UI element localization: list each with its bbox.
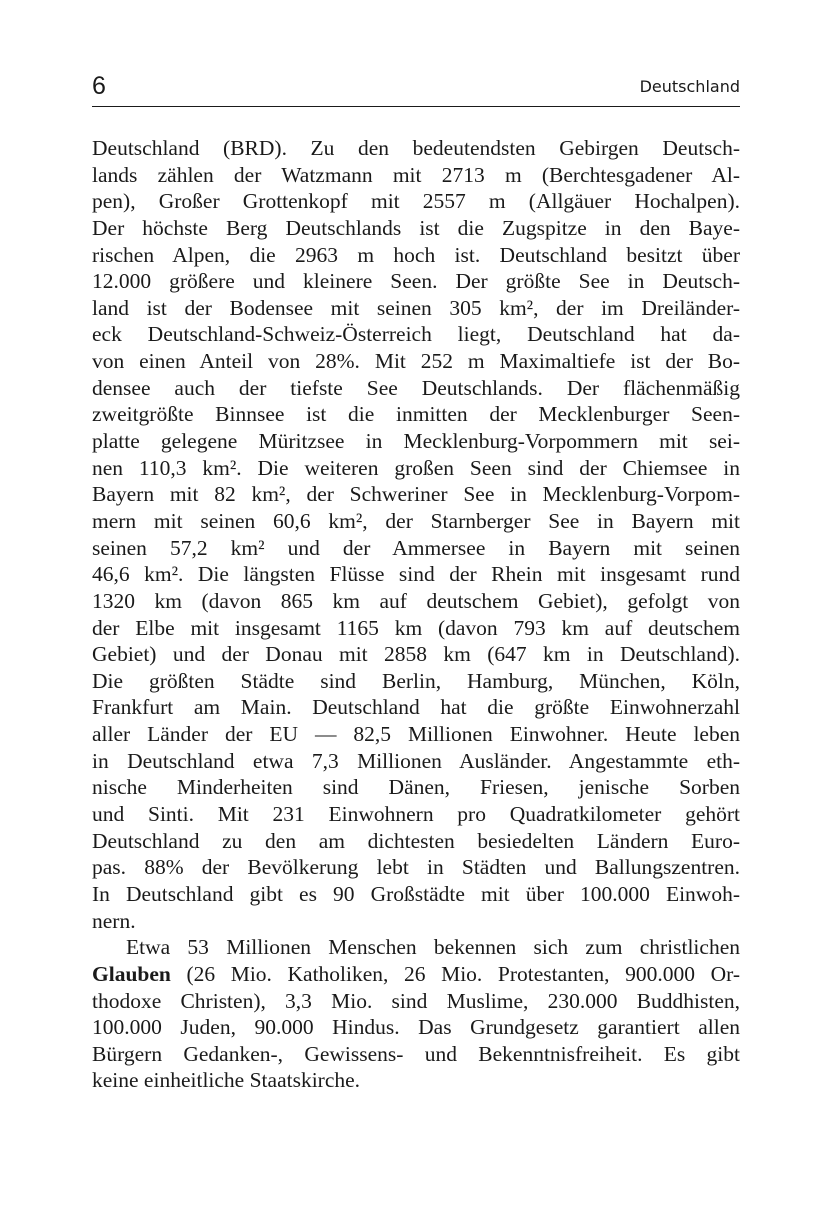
text-line: und Sinti. Mit 231 Einwohnern pro Quadratkilometer gehört (92, 802, 740, 827)
text-line: densee auch der tiefste See Deutschlands. Der flächenmäßig (92, 375, 740, 400)
bold-term-glauben: Glauben (92, 961, 171, 986)
paragraph-religion (92, 934, 740, 1094)
text-line: aller Länder der EU — 82,5 Millionen Einwohner. Heute leben (92, 722, 740, 747)
page-number: 6 (92, 72, 106, 100)
text-line: rischen Alpen, die 2963 m hoch ist. Deutschland besitzt über (92, 242, 740, 267)
text-line: Bürgern Gedanken-, Gewissens- und Bekenntnisfreiheit. Es gibt (92, 1041, 740, 1066)
text-line: keine einheitliche Staatskirche. (92, 1068, 361, 1093)
text-line: 100.000 Juden, 90.000 Hindus. Das Grundgesetz garantiert allen (92, 1015, 740, 1040)
text-line: nische Minderheiten sind Dänen, Friesen, jenische Sorben (92, 775, 740, 800)
paragraph-geography (92, 135, 740, 934)
page-header (92, 70, 740, 107)
text-segment: (26 Mio. Katholiken, 26 Mio. Protestanten, 900.000 Or- (170, 961, 740, 986)
text-line: Frankfurt am Main. Deutschland hat die größte Einwohnerzahl (92, 695, 740, 720)
text-line: pas. 88% der Bevölkerung lebt in Städten und Ballungszentren. (92, 855, 740, 880)
text-line: land ist der Bodensee mit seinen 305 km², der im Dreiländer- (92, 295, 740, 320)
text-line: seinen 57,2 km² und der Ammersee in Bayern mit seinen (92, 535, 740, 560)
text-line: Der höchste Berg Deutschlands ist die Zugspitze in den Baye- (92, 215, 740, 240)
text-line: lands zählen der Watzmann mit 2713 m (Berchtesgadener Al- (92, 162, 740, 187)
text-line: eck Deutschland-Schweiz-Österreich liegt, Deutschland hat da- (92, 322, 740, 347)
text-line: Deutschland zu den am dichtesten besiedelten Ländern Euro- (92, 828, 740, 853)
text-line: Die größten Städte sind Berlin, Hamburg, München, Köln, (92, 668, 740, 693)
text-line: thodoxe Christen), 3,3 Mio. sind Muslime, 230.000 Buddhisten, (92, 988, 740, 1013)
text-line: In Deutschland gibt es 90 Großstädte mit über 100.000 Einwoh- (92, 881, 740, 906)
text-line: in Deutschland etwa 7,3 Millionen Ausländer. Angestammte eth- (92, 748, 740, 773)
text-line: nen 110,3 km². Die weiteren großen Seen sind der Chiemsee in (92, 455, 740, 480)
text-line: platte gelegene Müritzsee in Mecklenburg-Vorpommern mit sei- (92, 429, 740, 454)
text-line: Gebiet) und der Donau mit 2858 km (647 km in Deutschland). (92, 642, 740, 667)
running-title: Deutschland (639, 77, 740, 96)
text-line: pen), Großer Grottenkopf mit 2557 m (Allgäuer Hochalpen). (92, 189, 740, 214)
text-line: Etwa 53 Millionen Menschen bekennen sich zum christlichen (126, 935, 740, 960)
text-line: Deutschland (BRD). Zu den bedeutendsten Gebirgen Deutsch- (92, 136, 740, 160)
text-line: mern mit seinen 60,6 km², der Starnberger See in Bayern mit (92, 508, 740, 533)
text-line: von einen Anteil von 28%. Mit 252 m Maximaltiefe ist der Bo- (92, 349, 740, 374)
text-line (92, 961, 740, 988)
text-line: zweitgrößte Binnsee ist die inmitten der Mecklenburger Seen- (92, 402, 740, 427)
text-line: 46,6 km². Die längsten Flüsse sind der Rhein mit insgesamt rund (92, 562, 740, 587)
text-line: Bayern mit 82 km², der Schweriner See in Mecklenburg-Vorpom- (92, 482, 740, 507)
body-text (92, 135, 740, 1094)
text-line: 12.000 größere und kleinere Seen. Der größte See in Deutsch- (92, 269, 740, 294)
text-line: der Elbe mit insgesamt 1165 km (davon 793 km auf deutschem (92, 615, 740, 640)
text-line: 1320 km (davon 865 km auf deutschem Gebiet), gefolgt von (92, 588, 740, 613)
text-line: nern. (92, 908, 136, 933)
